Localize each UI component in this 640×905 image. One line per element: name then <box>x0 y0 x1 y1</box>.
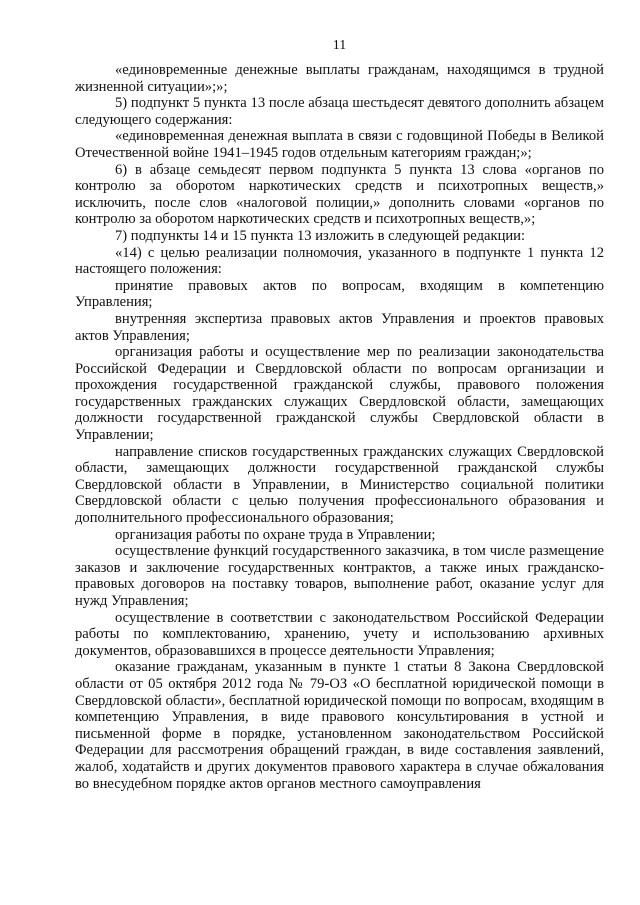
paragraph: направление списков государственных гражданских служащих Свердловской области, замещающих должности государственной гражданской службы Свердловской области в Управлении, в Министерство социальной политики Свердловской области с целью получения профессионального образования и дополнительного профессионального образования; <box>75 443 604 527</box>
paragraph: «единовременная денежная выплата в связи с годовщиной Победы в Великой Отечественной войне 1941–1945 годов отдельным категориям граждан;»; <box>75 128 604 161</box>
page-number: 11 <box>332 38 347 53</box>
paragraph: организация работы и осуществление мер по реализации законодательства Российской Федерации и Свердловской области по вопросам организации и прохождения государственной гражданской службы, правового положения государственных гражданских служащих Свердловской области, замещающих должности государственной гражданской службы Свердловской области в Управлении; <box>75 344 604 444</box>
paragraph: 7) подпункты 14 и 15 пункта 13 изложить в следующей редакции: <box>115 227 526 244</box>
paragraph: оказание гражданам, указанным в пункте 1 статьи 8 Закона Свердловской области от 05 октября 2012 года № 79-ОЗ «О бесплатной юридической помощи в Свердловской области», бесплатной юридической помощи по вопросам, входящим в компетенцию Управления, в виде правового консультирования в устной и письменной форме в порядке, установленном законодательством Российской Федерации для рассмотрения обращений граждан, в виде составления заявлений, жалоб, ходатайств и других документов правового характера в случае обжалования во внесудебном порядке актов органов местного самоуправления <box>75 659 604 792</box>
paragraph: принятие правовых актов по вопросам, входящим в компетенцию Управления; <box>75 277 604 311</box>
paragraph: осуществление в соответствии с законодательством Российской Федерации работы по комплектованию, хранению, учету и использованию архивных документов, образовавшихся в процессе деятельности Управления; <box>75 609 604 659</box>
paragraph: 5) подпункт 5 пункта 13 после абзаца шестьдесят девятого дополнить абзацем следующего содержания: <box>75 95 604 128</box>
paragraph: 6) в абзаце семьдесят первом подпункта 5 пункта 13 слова «органов по контролю за оборотом наркотических средств и психотропных веществ,» исключить, после слов «налоговой полиции,» дополнить словами «органов по контролю за оборотом наркотических средств и психотропных веществ,»; <box>75 161 604 228</box>
paragraph: внутренняя экспертиза правовых актов Управления и проектов правовых актов Управления; <box>75 310 604 344</box>
document-body <box>75 62 604 792</box>
paragraph: «14) с целью реализации полномочия, указанного в подпункте 1 пункта 12 настоящего положения: <box>75 244 604 278</box>
paragraph: «единовременные денежные выплаты гражданам, находящимся в трудной жизненной ситуации»;»; <box>75 62 604 95</box>
paragraph: осуществление функций государственного заказчика, в том числе размещение заказов и заключение государственных контрактов, а также иных гражданско-правовых договоров на поставку товаров, выполнение работ, оказание услуг для нужд Управления; <box>75 543 604 609</box>
paragraph: организация работы по охране труда в Управлении; <box>115 526 436 543</box>
